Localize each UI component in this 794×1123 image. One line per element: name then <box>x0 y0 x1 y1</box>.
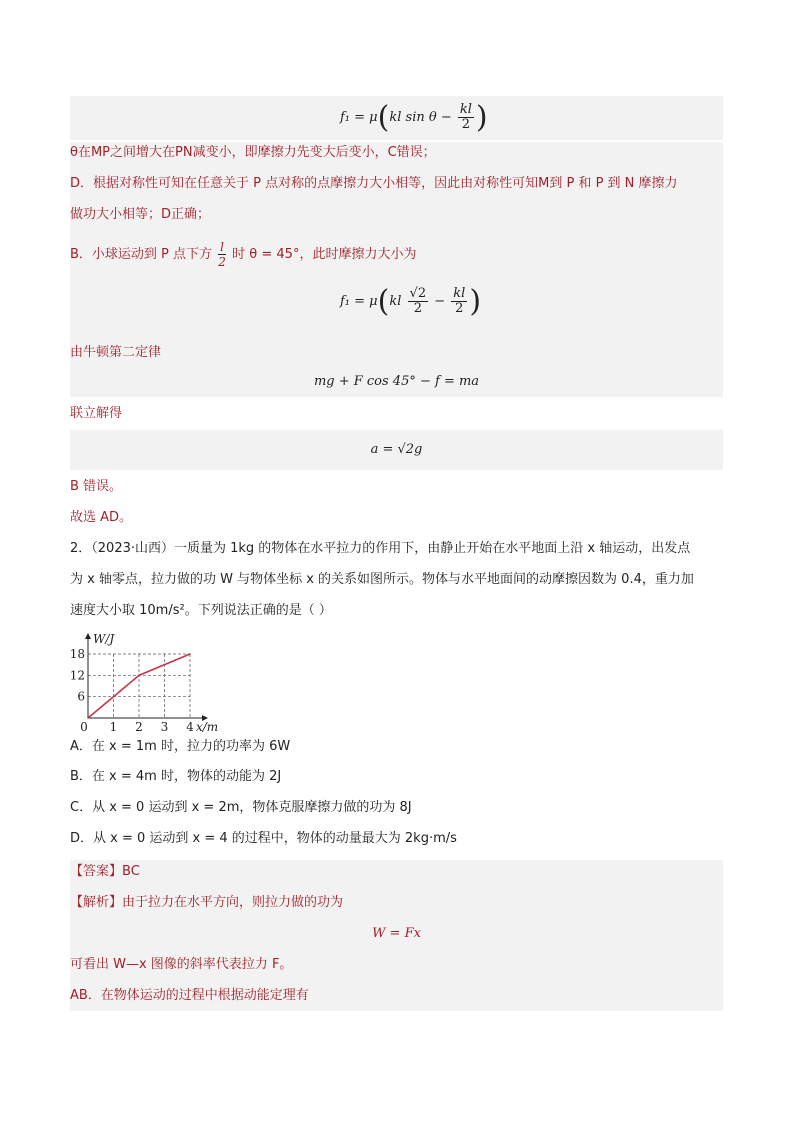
equation-friction-1: f₁ = μ(kl sin θ − $\frac{kl}{2}$ ) <box>340 100 488 135</box>
solution-line-choose: 故选 AD。 <box>70 510 133 525</box>
data-point-0 <box>87 717 89 719</box>
option-b: B．在 x = 4m 时，物体的动能为 2J <box>70 769 282 784</box>
solution-line-newton: 由牛顿第二定律 <box>70 345 162 360</box>
question-2-line-3: 速度大小取 10m/s²。下列说法正确的是（ ） <box>70 603 332 618</box>
y-axis-arrow <box>85 633 91 639</box>
option-a: A．在 x = 1m 时，拉力的功率为 6W <box>70 739 291 754</box>
option-d: D．从 x = 0 运动到 x = 4 的过程中，物体的动量最大为 2kg·m/s <box>70 831 457 846</box>
analysis-line-2: 可看出 W—x 图像的斜率代表拉力 F。 <box>70 957 293 972</box>
analysis-label: 【解析】 <box>70 895 123 910</box>
data-point-2 <box>189 653 191 655</box>
equation-work: W = Fx <box>372 926 421 941</box>
solution-line-d2: 做功大小相等；D正确； <box>70 207 211 222</box>
x-tick-label-0: 0 <box>80 720 88 732</box>
x-tick-label-2: 2 <box>135 720 143 732</box>
chart-svg <box>70 632 230 732</box>
x-tick-label-4: 4 <box>186 720 194 732</box>
answer-label: 【答案】 <box>70 864 123 879</box>
solution-line-c: θ在MP之间增大在PN减变小，即摩擦力先变大后变小，C错误； <box>70 145 436 160</box>
equation-acceleration: a = √2g <box>370 442 423 457</box>
solution-line-b: B．小球运动到 P 点下方 $\frac{l}{2}$ 时 θ = 45°，此时摩擦力大小为 <box>70 240 417 269</box>
analysis-line-3: AB．在物体运动的过程中根据动能定理有 <box>70 988 309 1003</box>
y-tick-label-6: 6 <box>77 689 85 704</box>
y-tick-label-12: 12 <box>70 668 85 683</box>
solution-line-combine: 联立解得 <box>70 406 123 421</box>
x-tick-label-1: 1 <box>109 720 118 732</box>
option-c: C．从 x = 0 运动到 x = 2m，物体克服摩擦力做的功为 8J <box>70 800 412 815</box>
equation-friction-2: f₁ = μ(kl $\frac{√2}{2}$ − $\frac{kl}{2}$ ) <box>340 284 482 319</box>
answer-line <box>70 862 723 882</box>
solution-line-b-wrong: B 错误。 <box>70 479 123 494</box>
answer-value: BC <box>122 864 140 879</box>
question-2-line-2: 为 x 轴零点，拉力做的功 W 与物体坐标 x 的关系如图所示。物体与水平地面间的动摩擦因数为 0.4，重力加 <box>70 572 694 587</box>
analysis-line: 【解析】由于拉力在水平方向，则拉力做的功为 <box>70 895 344 910</box>
question-2-line-1: 2．（2023·山西）一质量为 1kg 的物体在水平拉力的作用下，由静止开始在水平地面上沿 x 轴运动，出发点 <box>70 541 691 556</box>
x-axis-label: x/m <box>196 720 219 732</box>
x-tick-label-3: 3 <box>160 720 169 732</box>
work-displacement-chart <box>70 632 230 732</box>
data-point-1 <box>138 675 140 677</box>
solution-line-d1: D．根据对称性可知在任意关于 P 点对称的点摩擦力大小相等，因此由对称性可知M到 P 和 P 到 N 摩擦力 <box>70 176 678 191</box>
y-tick-label-18: 18 <box>70 647 85 661</box>
equation-newton: mg + F cos 45° − f = ma <box>313 374 480 389</box>
y-axis-label: W/J <box>93 632 115 646</box>
